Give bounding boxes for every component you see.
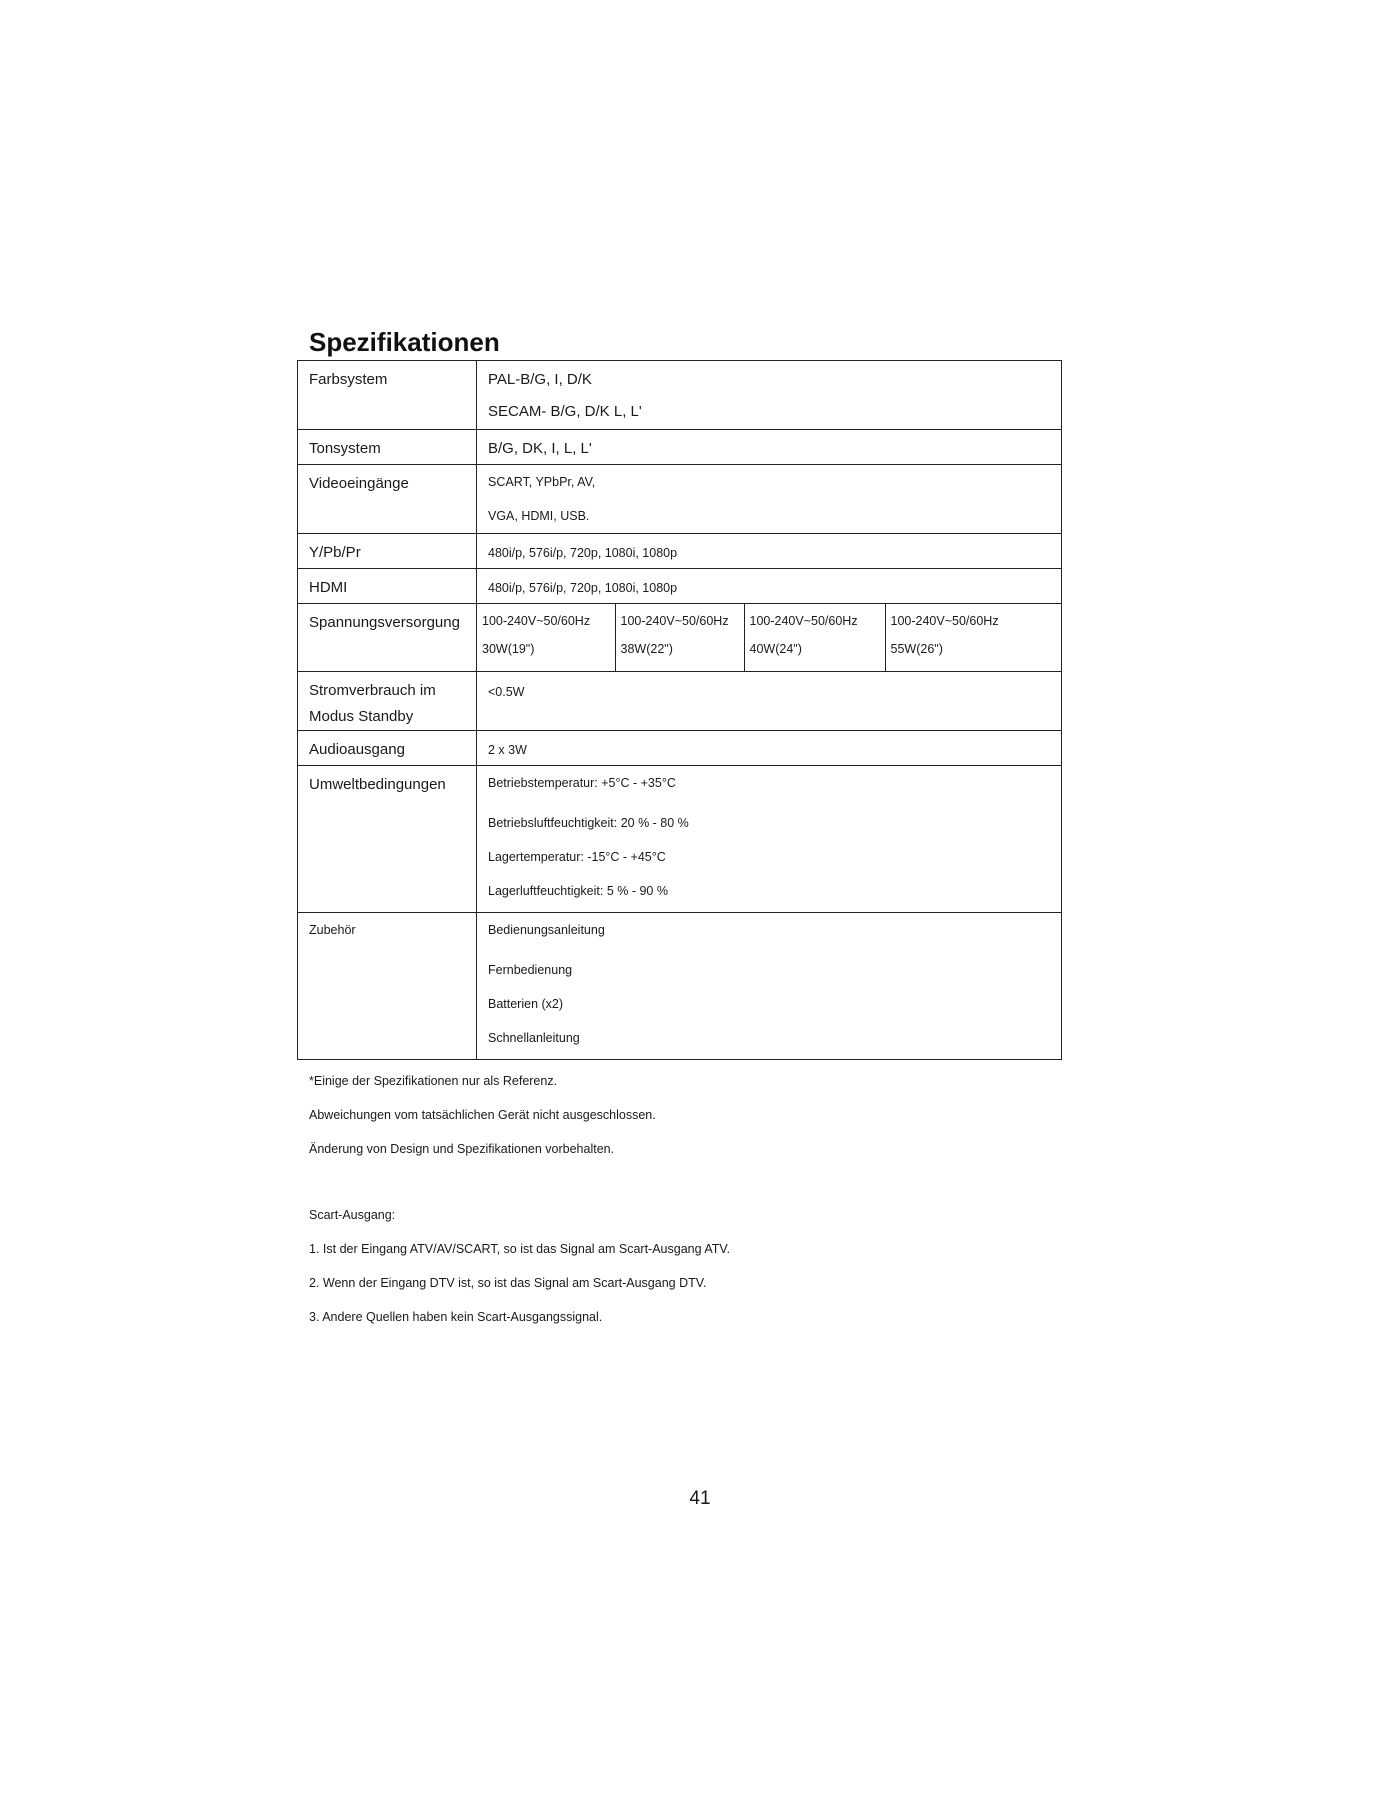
- value-line: SECAM- B/G, D/K L, L': [488, 403, 642, 420]
- notes: [309, 1064, 656, 1166]
- power-voltage: 100-240V~50/60Hz: [749, 614, 858, 628]
- page-number: 41: [689, 1488, 711, 1509]
- row-label-spannungsversorgung: Spannungsversorgung: [298, 604, 477, 672]
- table-row: [298, 731, 1062, 766]
- row-label-farbsystem: Farbsystem: [298, 361, 477, 430]
- row-label-zubehoer: Zubehör: [298, 913, 477, 1060]
- value-line: 480i/p, 576i/p, 720p, 1080i, 1080p: [488, 546, 678, 560]
- row-label-videoeingaenge: Videoeingänge: [298, 465, 477, 534]
- row-value-hdmi: [477, 569, 1062, 604]
- page-title: Spezifikationen: [309, 327, 500, 357]
- table-row: [298, 766, 1062, 913]
- value-line: Fernbedienung: [488, 963, 573, 977]
- scart-item: 2. Wenn der Eingang DTV ist, so ist das Signal am Scart-Ausgang DTV.: [309, 1276, 707, 1290]
- value-line: 480i/p, 576i/p, 720p, 1080i, 1080p: [488, 581, 678, 595]
- scart-heading: Scart-Ausgang:: [309, 1208, 396, 1222]
- value-line: SCART, YPbPr, AV,: [488, 475, 596, 489]
- row-label-tonsystem: Tonsystem: [298, 430, 477, 465]
- scart-section: [309, 1198, 730, 1334]
- row-value-standby: [477, 672, 1062, 731]
- power-option: [744, 604, 885, 671]
- row-label-ypbpr: Y/Pb/Pr: [298, 534, 477, 569]
- value-line: PAL-B/G, I, D/K: [488, 371, 592, 388]
- row-value-videoeingaenge: [477, 465, 1062, 534]
- value-line: Betriebsluftfeuchtigkeit: 20 % - 80 %: [488, 816, 689, 830]
- value-line: Schnellanleitung: [488, 1031, 580, 1045]
- value-line: Batterien (x2): [488, 997, 564, 1011]
- row-value-ypbpr: [477, 534, 1062, 569]
- table-row: [298, 569, 1062, 604]
- power-options-table: [477, 604, 1061, 671]
- value-line: B/G, DK, I, L, L': [488, 440, 592, 457]
- table-row: [298, 534, 1062, 569]
- row-label-audio: Audioausgang: [298, 731, 477, 766]
- power-voltage: 100-240V~50/60Hz: [890, 614, 999, 628]
- power-voltage: 100-240V~50/60Hz: [482, 614, 591, 628]
- table-row: [298, 604, 1062, 672]
- row-value-farbsystem: [477, 361, 1062, 430]
- note-line: Änderung von Design und Spezifikationen vorbehalten.: [309, 1142, 615, 1156]
- label-line: Stromverbrauch im: [309, 682, 436, 699]
- row-value-tonsystem: [477, 430, 1062, 465]
- power-option: [885, 604, 1061, 671]
- table-row: [298, 361, 1062, 430]
- power-voltage: 100-240V~50/60Hz: [620, 614, 729, 628]
- power-watts: 55W(26"): [890, 642, 943, 656]
- value-line: <0.5W: [488, 685, 525, 699]
- table-row: [298, 430, 1062, 465]
- label-line: Modus Standby: [309, 708, 414, 725]
- row-value-spannungsversorgung: [477, 604, 1062, 672]
- power-option: [615, 604, 744, 671]
- table-row: [298, 465, 1062, 534]
- scart-item: 3. Andere Quellen haben kein Scart-Ausgangssignal.: [309, 1310, 603, 1324]
- value-line: Bedienungsanleitung: [488, 923, 605, 937]
- row-value-umwelt: [477, 766, 1062, 913]
- value-line: VGA, HDMI, USB.: [488, 509, 590, 523]
- note-line: Abweichungen vom tatsächlichen Gerät nicht ausgeschlossen.: [309, 1108, 656, 1122]
- value-line: Lagertemperatur: -15°C - +45°C: [488, 850, 666, 864]
- scart-item: 1. Ist der Eingang ATV/AV/SCART, so ist das Signal am Scart-Ausgang ATV.: [309, 1242, 731, 1256]
- row-value-zubehoer: [477, 913, 1062, 1060]
- value-line: Lagerluftfeuchtigkeit: 5 % - 90 %: [488, 884, 668, 898]
- note-line: *Einige der Spezifikationen nur als Referenz.: [309, 1074, 558, 1088]
- power-watts: 30W(19"): [482, 642, 535, 656]
- row-label-umwelt: Umweltbedingungen: [298, 766, 477, 913]
- power-option: [477, 604, 615, 671]
- table-row: [298, 672, 1062, 731]
- row-label-standby: [298, 672, 477, 731]
- row-value-audio: [477, 731, 1062, 766]
- value-line: 2 x 3W: [488, 743, 527, 757]
- power-watts: 38W(22"): [620, 642, 673, 656]
- power-watts: 40W(24"): [749, 642, 802, 656]
- value-line: Betriebstemperatur: +5°C - +35°C: [488, 776, 676, 790]
- row-label-hdmi: HDMI: [298, 569, 477, 604]
- spec-table: [297, 360, 1062, 1060]
- table-row: [298, 913, 1062, 1060]
